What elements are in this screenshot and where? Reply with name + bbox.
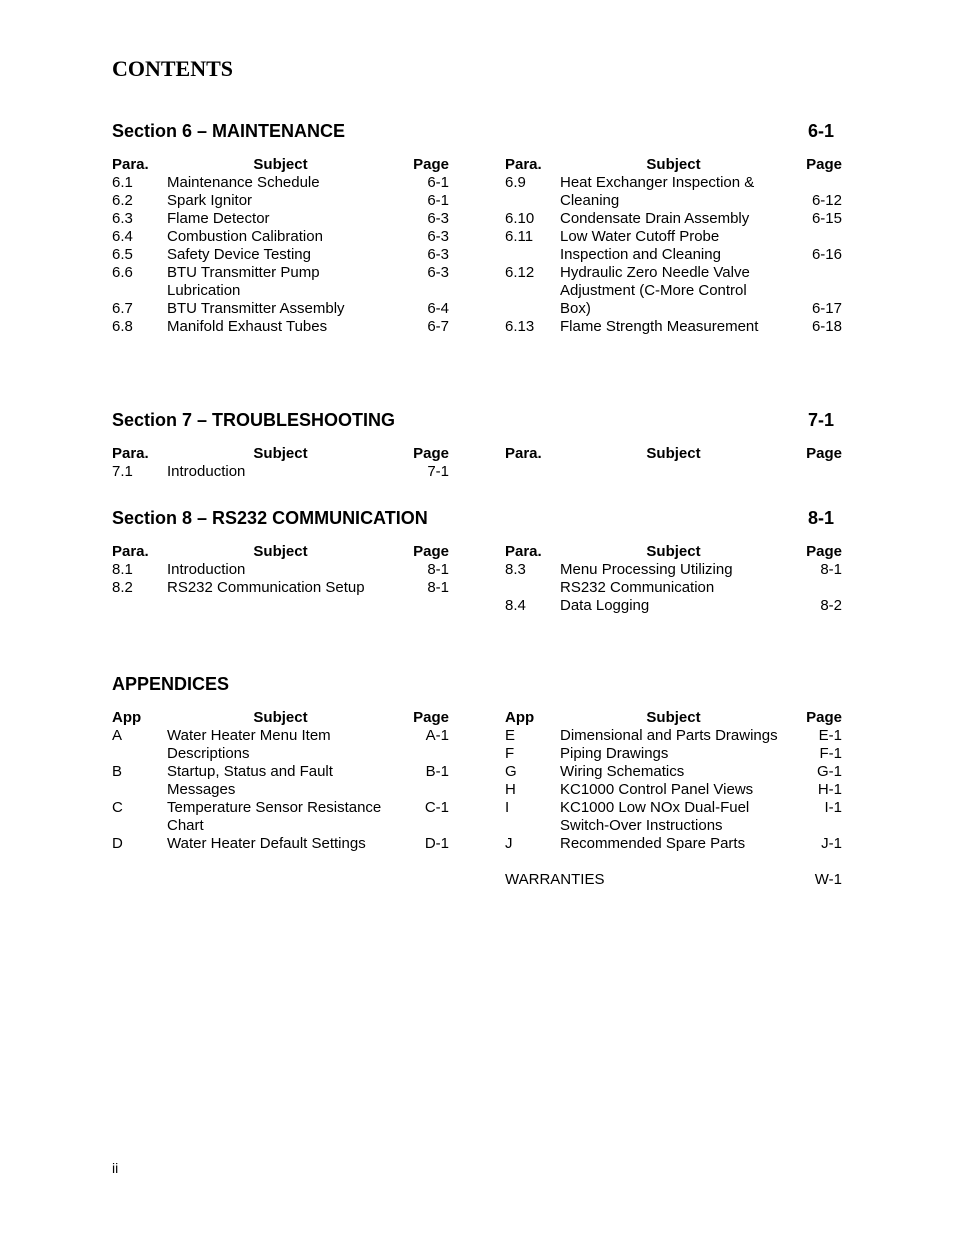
toc-entry-line bbox=[112, 174, 449, 192]
entry-para: A bbox=[112, 727, 123, 744]
entry-para: 8.3 bbox=[505, 561, 526, 578]
entry-page: A-1 bbox=[425, 727, 449, 744]
section-title: Section 7 – TROUBLESHOOTING bbox=[112, 410, 396, 430]
page-number: ii bbox=[112, 1160, 119, 1176]
right-column bbox=[505, 156, 842, 336]
entry-page: G-1 bbox=[816, 763, 842, 780]
entry-para: 6.4 bbox=[112, 228, 133, 245]
column-header bbox=[112, 709, 449, 727]
column-header bbox=[505, 445, 842, 463]
entry-subject: Water Heater Menu Item bbox=[167, 727, 331, 744]
column-header-subject: Subject bbox=[253, 709, 308, 726]
section-header bbox=[112, 674, 842, 696]
entry-subject: Spark Ignitor bbox=[167, 192, 253, 209]
entry-para: J bbox=[505, 835, 513, 852]
entry-page: F-1 bbox=[819, 745, 842, 762]
left-column bbox=[112, 156, 449, 336]
page-title: CONTENTS bbox=[112, 56, 234, 81]
entry-subject: Hydraulic Zero Needle Valve bbox=[560, 264, 750, 281]
column-header-para: App bbox=[112, 709, 142, 726]
column-header-para: Para. bbox=[112, 445, 149, 462]
entry-subject: Recommended Spare Parts bbox=[560, 835, 746, 852]
column-header-page: Page bbox=[413, 156, 449, 173]
entry-para: 7.1 bbox=[112, 463, 133, 480]
toc-entry-line bbox=[112, 300, 449, 318]
toc-entry-line bbox=[505, 210, 842, 228]
left-column bbox=[112, 543, 449, 597]
entry-subject: Water Heater Default Settings bbox=[167, 835, 366, 852]
entry-subject: Piping Drawings bbox=[560, 745, 669, 762]
entry-para: B bbox=[112, 763, 123, 780]
entry-subject: Condensate Drain Assembly bbox=[560, 210, 750, 227]
toc-entry-line bbox=[505, 300, 842, 318]
entry-subject: Lubrication bbox=[167, 282, 241, 299]
entry-subject: Switch-Over Instructions bbox=[560, 817, 723, 834]
entry-page: 8-2 bbox=[820, 597, 842, 614]
entry-subject: Descriptions bbox=[167, 745, 250, 762]
entry-subject: Inspection and Cleaning bbox=[560, 246, 721, 263]
toc-entry-line bbox=[112, 817, 449, 835]
section-7 bbox=[112, 410, 842, 480]
section-header bbox=[112, 410, 842, 432]
toc-entry-line bbox=[112, 579, 449, 597]
entry-page: 6-4 bbox=[427, 300, 449, 317]
section-page: 7-1 bbox=[807, 410, 834, 430]
entry-subject: Wiring Schematics bbox=[560, 763, 685, 780]
left-column bbox=[112, 445, 449, 481]
column-header-subject: Subject bbox=[253, 156, 308, 173]
column-header bbox=[112, 543, 449, 561]
entry-page: D-1 bbox=[424, 835, 449, 852]
section-title: Section 6 – MAINTENANCE bbox=[112, 121, 346, 141]
entry-para: I bbox=[505, 799, 510, 816]
toc-entry-line bbox=[112, 282, 449, 300]
entry-page: 8-1 bbox=[427, 561, 449, 578]
column-header bbox=[112, 156, 449, 174]
entry-page: 6-17 bbox=[811, 300, 842, 317]
toc-entry-line bbox=[505, 871, 842, 889]
entry-subject: Low Water Cutoff Probe bbox=[560, 228, 720, 245]
entry-page: H-1 bbox=[817, 781, 842, 798]
entry-para: 6.13 bbox=[505, 318, 535, 335]
column-header-para: Para. bbox=[505, 445, 542, 462]
toc-entry-line bbox=[505, 579, 842, 597]
column-header bbox=[505, 709, 842, 727]
entry-page: 6-18 bbox=[811, 318, 842, 335]
toc-entry-line bbox=[112, 210, 449, 228]
entry-subject: Adjustment (C-More Control bbox=[560, 282, 747, 299]
entry-subject: Introduction bbox=[167, 561, 246, 578]
entry-subject: Menu Processing Utilizing bbox=[560, 561, 733, 578]
entry-subject: Chart bbox=[167, 817, 204, 834]
toc-entry-line bbox=[505, 745, 842, 763]
column-header-subject: Subject bbox=[646, 445, 701, 462]
toc-entry-line bbox=[505, 228, 842, 246]
entry-para: 8.1 bbox=[112, 561, 133, 578]
section-title: Section 8 – RS232 COMMUNICATION bbox=[112, 508, 428, 528]
entry-page: 6-1 bbox=[427, 174, 449, 191]
entry-subject: RS232 Communication bbox=[560, 579, 715, 596]
column-header-para: App bbox=[505, 709, 535, 726]
column-header-para: Para. bbox=[112, 543, 149, 560]
column-header-para: Para. bbox=[505, 543, 542, 560]
toc-entry-line bbox=[112, 264, 449, 282]
entry-subject: Flame Strength Measurement bbox=[560, 318, 759, 335]
toc-entry-line bbox=[505, 781, 842, 799]
entry-para: 8.2 bbox=[112, 579, 133, 596]
entry-subject: WARRANTIES bbox=[505, 871, 605, 888]
entry-subject: Startup, Status and Fault bbox=[167, 763, 333, 780]
section-page: 6-1 bbox=[807, 121, 834, 141]
right-column bbox=[505, 543, 842, 615]
entry-para: 6.1 bbox=[112, 174, 133, 191]
entry-para: 6.11 bbox=[505, 228, 534, 245]
entry-subject: Flame Detector bbox=[167, 210, 270, 227]
entry-page: W-1 bbox=[814, 871, 842, 888]
toc-entry-line bbox=[112, 192, 449, 210]
section-header bbox=[112, 121, 842, 143]
entry-para: E bbox=[505, 727, 516, 744]
column-header-page: Page bbox=[806, 709, 842, 726]
entry-para: 6.6 bbox=[112, 264, 133, 281]
toc-entry-line bbox=[505, 246, 842, 264]
column-header-subject: Subject bbox=[646, 543, 701, 560]
entry-page: 8-1 bbox=[427, 579, 449, 596]
toc-entry-line bbox=[505, 799, 842, 817]
toc-entry-line bbox=[505, 561, 842, 579]
column-header-para: Para. bbox=[505, 156, 542, 173]
entry-page: J-1 bbox=[821, 835, 842, 852]
column-header-page: Page bbox=[413, 543, 449, 560]
column-header-subject: Subject bbox=[253, 445, 308, 462]
entry-page: 6-3 bbox=[427, 228, 449, 245]
entry-page: C-1 bbox=[424, 799, 449, 816]
toc-entry-line bbox=[505, 597, 842, 615]
column-header bbox=[505, 543, 842, 561]
spacer bbox=[505, 853, 842, 871]
column-header-subject: Subject bbox=[253, 543, 308, 560]
entry-subject: Heat Exchanger Inspection & bbox=[560, 174, 755, 191]
entry-subject: Maintenance Schedule bbox=[167, 174, 320, 191]
section-8 bbox=[112, 508, 842, 614]
entry-page: 6-3 bbox=[427, 210, 449, 227]
entry-para: 6.5 bbox=[112, 246, 133, 263]
entry-subject: Data Logging bbox=[560, 597, 650, 614]
entry-page: 6-1 bbox=[427, 192, 449, 209]
right-column bbox=[505, 445, 842, 463]
toc-entry-line bbox=[112, 763, 449, 781]
entry-page: I-1 bbox=[824, 799, 842, 816]
toc-entry-line bbox=[505, 727, 842, 745]
column-header-subject: Subject bbox=[646, 156, 701, 173]
column-header-page: Page bbox=[413, 709, 449, 726]
toc-entry-line bbox=[112, 561, 449, 579]
section-header bbox=[112, 508, 842, 530]
entry-page: 6-3 bbox=[427, 246, 449, 263]
toc-entry-line bbox=[112, 463, 449, 481]
entry-para: 6.2 bbox=[112, 192, 133, 209]
toc-entry-line bbox=[112, 727, 449, 745]
toc-entry-line bbox=[505, 817, 842, 835]
section-title: APPENDICES bbox=[112, 674, 230, 694]
entry-para: 6.9 bbox=[505, 174, 526, 191]
toc-entry-line bbox=[505, 192, 842, 210]
entry-subject: Safety Device Testing bbox=[167, 246, 311, 263]
entry-page: 7-1 bbox=[427, 463, 449, 480]
column-header-page: Page bbox=[806, 445, 842, 462]
entry-subject: Temperature Sensor Resistance bbox=[167, 799, 382, 816]
section-page: 8-1 bbox=[807, 508, 834, 528]
column-header-para: Para. bbox=[112, 156, 149, 173]
section-6 bbox=[112, 121, 842, 335]
toc-entry-line bbox=[505, 835, 842, 853]
toc-entry-line bbox=[112, 745, 449, 763]
entry-subject: KC1000 Low NOx Dual-Fuel bbox=[560, 799, 750, 816]
entry-subject: Box) bbox=[560, 300, 591, 317]
column-header bbox=[505, 156, 842, 174]
entry-page: 6-15 bbox=[811, 210, 842, 227]
section-appendices bbox=[112, 674, 842, 888]
entry-subject: Dimensional and Parts Drawings bbox=[560, 727, 778, 744]
toc-entry-line bbox=[505, 174, 842, 192]
entry-subject: BTU Transmitter Pump bbox=[167, 264, 320, 281]
entry-para: C bbox=[112, 799, 123, 816]
entry-page: E-1 bbox=[818, 727, 842, 744]
entry-page: 6-16 bbox=[811, 246, 842, 263]
entry-page: 8-1 bbox=[820, 561, 842, 578]
entry-page: B-1 bbox=[425, 763, 449, 780]
right-column bbox=[505, 709, 842, 889]
toc-entry-line bbox=[505, 264, 842, 282]
entry-para: 8.4 bbox=[505, 597, 526, 614]
entry-subject: KC1000 Control Panel Views bbox=[560, 781, 754, 798]
entry-subject: Introduction bbox=[167, 463, 246, 480]
column-header-subject: Subject bbox=[646, 709, 701, 726]
entry-para: 6.3 bbox=[112, 210, 133, 227]
toc-entry-line bbox=[112, 835, 449, 853]
entry-subject: Manifold Exhaust Tubes bbox=[167, 318, 328, 335]
entry-page: 6-3 bbox=[427, 264, 449, 281]
toc-entry-line bbox=[112, 246, 449, 264]
toc-entry-line bbox=[112, 781, 449, 799]
left-column bbox=[112, 709, 449, 853]
entry-subject: BTU Transmitter Assembly bbox=[167, 300, 345, 317]
entry-para: H bbox=[505, 781, 516, 798]
entry-para: 6.10 bbox=[505, 210, 535, 227]
toc-entry-line bbox=[505, 318, 842, 336]
entry-para: 6.7 bbox=[112, 300, 133, 317]
column-header bbox=[112, 445, 449, 463]
entry-para: D bbox=[112, 835, 123, 852]
entry-subject: Messages bbox=[167, 781, 236, 798]
entry-para: 6.12 bbox=[505, 264, 535, 281]
entry-para: F bbox=[505, 745, 515, 762]
toc-entry-line bbox=[505, 763, 842, 781]
toc-entry-line bbox=[112, 228, 449, 246]
toc-entry-line bbox=[112, 318, 449, 336]
entry-para: 6.8 bbox=[112, 318, 133, 335]
entry-page: 6-12 bbox=[811, 192, 842, 209]
toc-entry-line bbox=[505, 282, 842, 300]
column-header-page: Page bbox=[806, 156, 842, 173]
entry-subject: Cleaning bbox=[560, 192, 620, 209]
entry-page: 6-7 bbox=[427, 318, 449, 335]
column-header-page: Page bbox=[413, 445, 449, 462]
column-header-page: Page bbox=[806, 543, 842, 560]
toc-entry-line bbox=[112, 799, 449, 817]
entry-subject: RS232 Communication Setup bbox=[167, 579, 365, 596]
entry-subject: Combustion Calibration bbox=[167, 228, 323, 245]
entry-para: G bbox=[505, 763, 517, 780]
